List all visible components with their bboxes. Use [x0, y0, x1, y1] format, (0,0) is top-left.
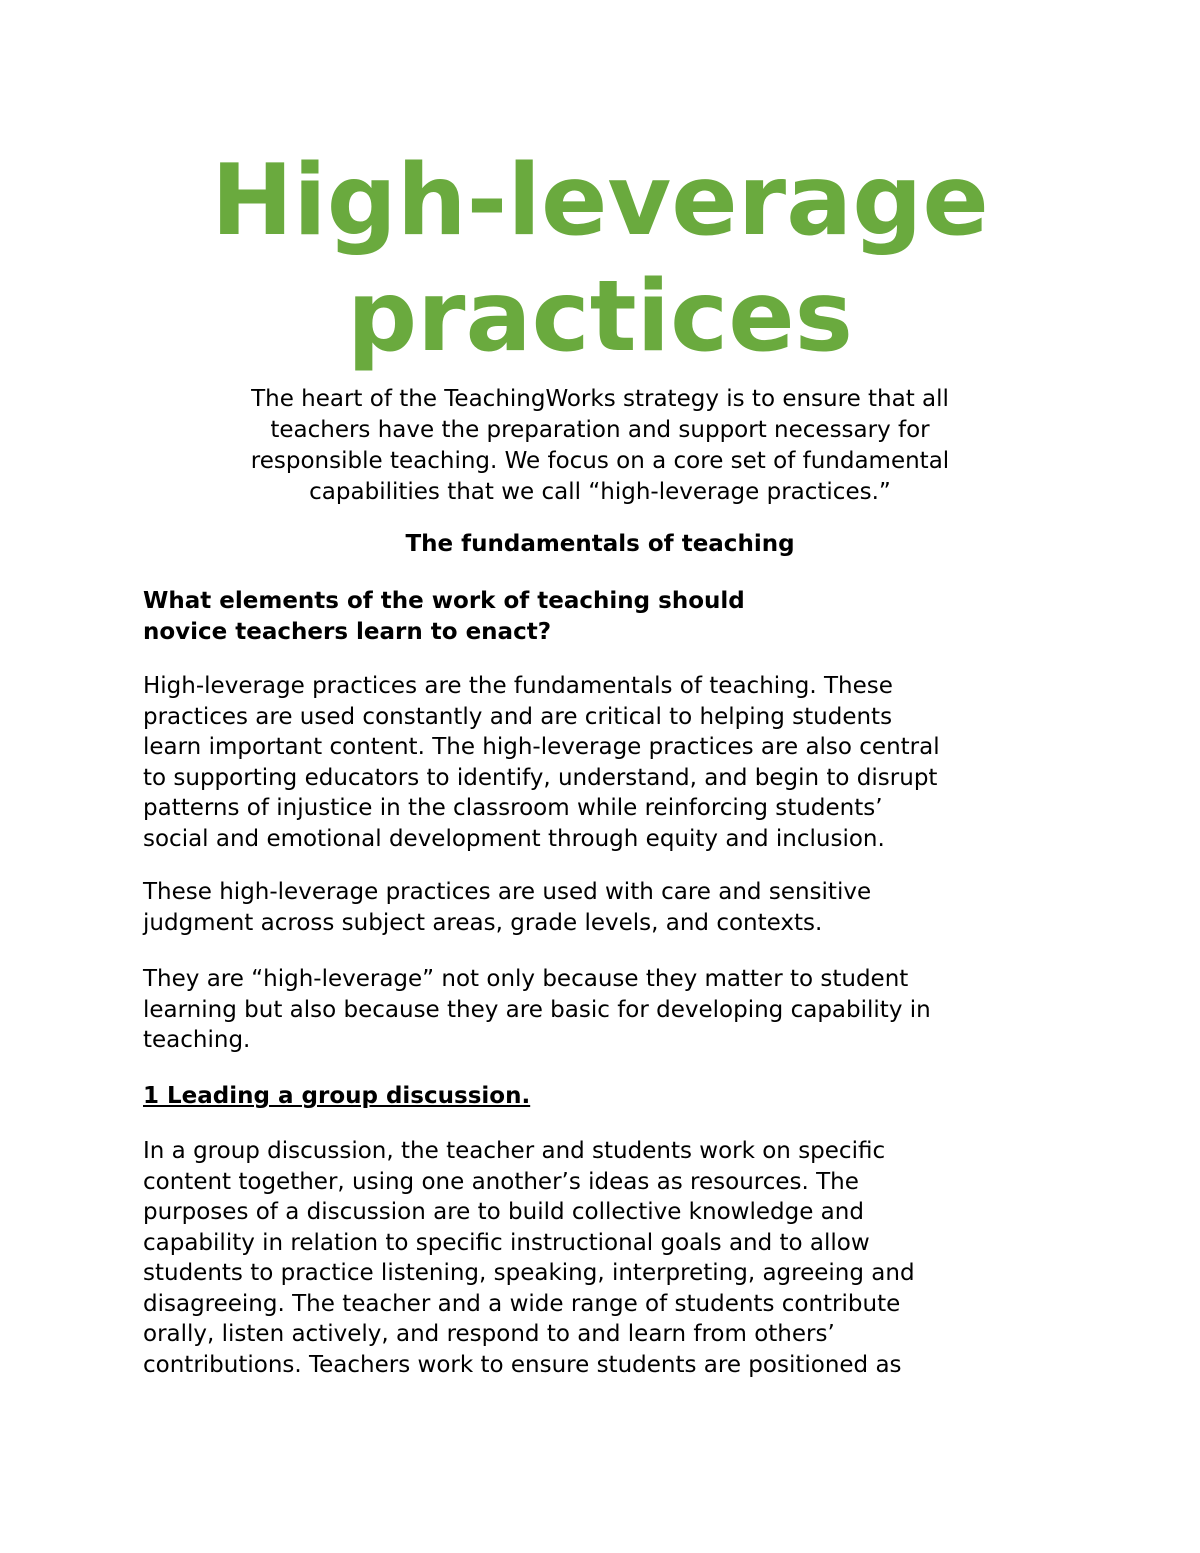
paragraph-line: orally, listen actively, and respond to and learn from others’	[143, 1321, 835, 1347]
question-line: novice teachers learn to enact?	[143, 619, 552, 645]
paragraph-line: These high-leverage practices are used with care and sensitive	[143, 879, 872, 905]
intro-line: The heart of the TeachingWorks strategy is to ensure that all	[251, 386, 949, 412]
paragraph-line: judgment across subject areas, grade levels, and contexts.	[143, 909, 823, 936]
paragraph-line: social and emotional development through equity and inclusion.	[143, 825, 885, 852]
body-paragraph-3	[143, 964, 931, 1056]
intro-paragraph	[140, 384, 1060, 508]
paragraph-line: teaching.	[143, 1027, 251, 1053]
paragraph-line: patterns of injustice in the classroom while reinforcing students’	[143, 795, 883, 821]
paragraph-line: students to practice listening, speaking, interpreting, agreeing and	[143, 1260, 915, 1286]
body-paragraph-1	[143, 671, 940, 854]
paragraph-line: High-leverage practices are the fundamentals of teaching. These	[143, 673, 893, 699]
section-subheading: The fundamentals of teaching	[405, 531, 795, 557]
paragraph-line: learning but also because they are basic for developing capability in	[143, 996, 931, 1023]
paragraph-line: In a group discussion, the teacher and students work on specific	[143, 1138, 886, 1164]
intro-line: teachers have the preparation and support necessary for	[270, 417, 930, 443]
section-heading-1: 1 Leading a group discussion.	[143, 1083, 531, 1109]
paragraph-line: purposes of a discussion are to build collective knowledge and	[143, 1199, 864, 1225]
body-paragraph-2	[143, 877, 871, 938]
paragraph-line: capability in relation to specific instructional goals and to allow	[143, 1229, 870, 1256]
paragraph-line: to supporting educators to identify, understand, and begin to disrupt	[143, 764, 938, 791]
paragraph-line: disagreeing. The teacher and a wide range of students contribute	[143, 1290, 901, 1317]
intro-line: responsible teaching. We focus on a core set of fundamental	[250, 448, 950, 474]
title-line-1: High-leverage	[211, 144, 989, 258]
paragraph-line: contributions. Teachers work to ensure students are positioned as	[143, 1351, 902, 1378]
paragraph-line: They are “high-leverage” not only because they matter to student	[143, 966, 909, 992]
intro-line: capabilities that we call “high-leverage practices.”	[309, 479, 891, 505]
section-1-paragraph	[143, 1136, 915, 1380]
guiding-question	[143, 586, 745, 648]
paragraph-line: content together, using one another’s ideas as resources. The	[143, 1168, 859, 1195]
paragraph-line: practices are used constantly and are critical to helping students	[143, 703, 893, 730]
question-line: What elements of the work of teaching should	[143, 588, 745, 614]
title-line-2: practices	[346, 260, 854, 374]
paragraph-line: learn important content. The high-leverage practices are also central	[143, 734, 940, 760]
page-title	[0, 143, 1200, 375]
